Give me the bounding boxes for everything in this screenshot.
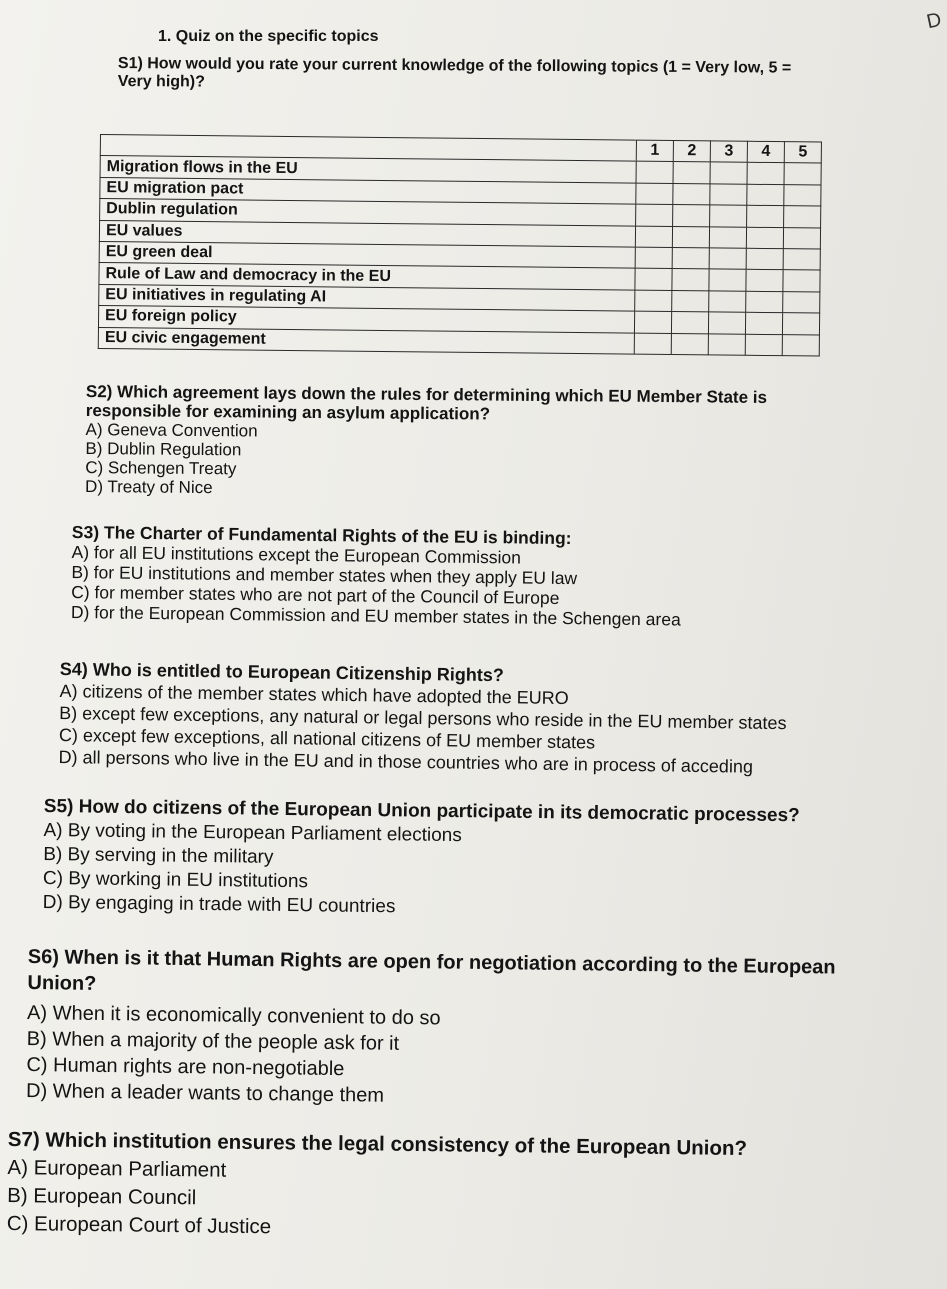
rating-cell[interactable]	[636, 204, 673, 226]
answer-option[interactable]: D) Treaty of Nice	[85, 476, 213, 498]
rating-cell[interactable]	[784, 184, 821, 206]
answer-option[interactable]: D) all persons who live in the EU and in those countries who are in process of acceding	[58, 746, 754, 777]
rating-cell[interactable]	[783, 249, 820, 271]
corner-mark: D	[924, 8, 944, 34]
rating-cell[interactable]	[635, 290, 672, 312]
answer-option[interactable]: C) except few exceptions, all national citizens of EU member states	[58, 724, 596, 753]
question-s1-line1: S1) How would you rate your current knowledge of the following topics (1 = Very low, 5 =	[117, 55, 792, 77]
answer-option[interactable]: A) By voting in the European Parliament elections	[43, 819, 462, 847]
rating-cell[interactable]	[745, 334, 782, 356]
rating-cell[interactable]	[783, 291, 820, 313]
answer-option[interactable]: B) for EU institutions and member states when they apply EU law	[71, 561, 578, 589]
answer-option[interactable]: A) When it is economically convenient to do so	[26, 1001, 441, 1030]
answer-option[interactable]: C) Schengen Treaty	[85, 457, 237, 479]
rating-cell[interactable]	[709, 269, 746, 291]
rating-cell[interactable]	[746, 270, 783, 292]
question-s1-line2: Very high)?	[117, 72, 205, 91]
rating-header-4: 4	[747, 141, 784, 163]
rating-topic: EU civic engagement	[98, 327, 634, 354]
answer-option[interactable]: D) By engaging in trade with EU countries	[42, 891, 396, 918]
rating-cell[interactable]	[635, 247, 672, 269]
answer-option[interactable]: B) Dublin Regulation	[85, 438, 242, 460]
answer-option[interactable]: A) citizens of the member states which have adopted the EURO	[59, 680, 569, 709]
answer-option[interactable]: C) European Court of Justice	[6, 1211, 272, 1239]
rating-cell[interactable]	[672, 226, 709, 248]
answer-option[interactable]: A) for all EU institutions except the European Commission	[71, 541, 522, 568]
question-s3-text: S3) The Charter of Fundamental Rights of the EU is binding:	[71, 522, 572, 549]
rating-cell[interactable]	[710, 184, 747, 206]
rating-cell[interactable]	[746, 227, 783, 249]
question-s7-text: S7) Which institution ensures the legal consistency of the European Union?	[7, 1127, 748, 1161]
rating-topic: Migration flows in the EU	[100, 156, 636, 183]
question-s7	[7, 1126, 908, 1249]
answer-option[interactable]: C) for member states who are not part of the Council of Europe	[71, 581, 560, 608]
question-s4	[58, 658, 919, 780]
rating-cell[interactable]	[746, 248, 783, 270]
rating-cell[interactable]	[673, 162, 710, 184]
question-s2	[85, 382, 916, 503]
answer-option[interactable]: D) When a leader wants to change them	[25, 1079, 385, 1107]
answer-option[interactable]: A) European Parliament	[7, 1155, 227, 1182]
rating-cell[interactable]	[635, 268, 672, 290]
rating-cell[interactable]	[672, 247, 709, 269]
rating-header-2: 2	[673, 141, 710, 163]
rating-cell[interactable]	[634, 311, 671, 333]
question-s6	[26, 944, 938, 1116]
question-s5-text: S5) How do citizens of the European Union participate in its democratic processes?	[43, 795, 800, 827]
rating-topic: EU values	[99, 220, 635, 247]
rating-cell[interactable]	[709, 226, 746, 248]
answer-option[interactable]: C) By working in EU institutions	[42, 867, 309, 893]
rating-cell[interactable]	[784, 163, 821, 185]
rating-topic: Rule of Law and democracy in the EU	[99, 263, 635, 290]
rating-cell[interactable]	[747, 163, 784, 185]
answer-option[interactable]: A) Geneva Convention	[85, 419, 258, 441]
answer-option[interactable]: B) By serving in the military	[43, 843, 274, 868]
rating-cell[interactable]	[783, 227, 820, 249]
rating-cell[interactable]	[784, 206, 821, 228]
rating-cell[interactable]	[708, 312, 745, 334]
rating-cell[interactable]	[708, 333, 745, 355]
question-s2-line1: S2) Which agreement lays down the rules for determining which EU Member State is	[85, 382, 768, 407]
rating-topic: EU migration pact	[100, 177, 636, 204]
rating-header-5: 5	[784, 142, 821, 164]
rating-cell[interactable]	[782, 313, 819, 335]
question-s4-text: S4) Who is entitled to European Citizenship Rights?	[59, 658, 504, 686]
rating-cell[interactable]	[635, 226, 672, 248]
rating-cell[interactable]	[710, 205, 747, 227]
rating-cell[interactable]	[709, 291, 746, 313]
rating-cell[interactable]	[745, 312, 782, 334]
quiz-title: 1. Quiz on the specific topics	[158, 28, 379, 45]
question-s1	[118, 55, 918, 97]
question-s3	[71, 522, 902, 632]
rating-cell[interactable]	[746, 291, 783, 313]
rating-cell[interactable]	[673, 183, 710, 205]
rating-topic: EU green deal	[99, 241, 635, 268]
rating-topic: Dublin regulation	[100, 199, 636, 226]
rating-header-3: 3	[710, 141, 747, 163]
rating-table	[98, 134, 822, 357]
rating-cell[interactable]	[782, 334, 819, 356]
rating-cell[interactable]	[747, 184, 784, 206]
question-s6-line2: Union?	[27, 971, 97, 995]
rating-cell[interactable]	[673, 205, 710, 227]
answer-option[interactable]: B) except few exceptions, any natural or legal persons who reside in the EU member states	[59, 702, 787, 734]
rating-cell[interactable]	[634, 333, 671, 355]
rating-topic: EU initiatives in regulating AI	[99, 284, 635, 311]
question-s2-line2: responsible for examining an asylum application?	[85, 400, 491, 424]
rating-cell[interactable]	[747, 205, 784, 227]
rating-header-1: 1	[636, 140, 673, 162]
rating-cell[interactable]	[672, 290, 709, 312]
question-s6-line1: S6) When is it that Human Rights are open for negotiation according to the European	[27, 945, 836, 979]
rating-cell[interactable]	[636, 162, 673, 184]
rating-cell[interactable]	[671, 312, 708, 334]
answer-option[interactable]: B) European Council	[7, 1183, 197, 1210]
rating-cell[interactable]	[672, 269, 709, 291]
answer-option[interactable]: B) When a majority of the people ask for it	[26, 1027, 400, 1055]
rating-topic: EU foreign policy	[98, 306, 634, 333]
answer-option[interactable]: C) Human rights are non-negotiable	[26, 1053, 345, 1081]
rating-cell[interactable]	[710, 162, 747, 184]
rating-cell[interactable]	[783, 270, 820, 292]
rating-cell[interactable]	[709, 248, 746, 270]
question-s5	[43, 795, 924, 926]
answer-option[interactable]: D) for the European Commission and EU member states in the Schengen area	[70, 601, 681, 630]
rating-cell[interactable]	[636, 183, 673, 205]
rating-cell[interactable]	[671, 333, 708, 355]
